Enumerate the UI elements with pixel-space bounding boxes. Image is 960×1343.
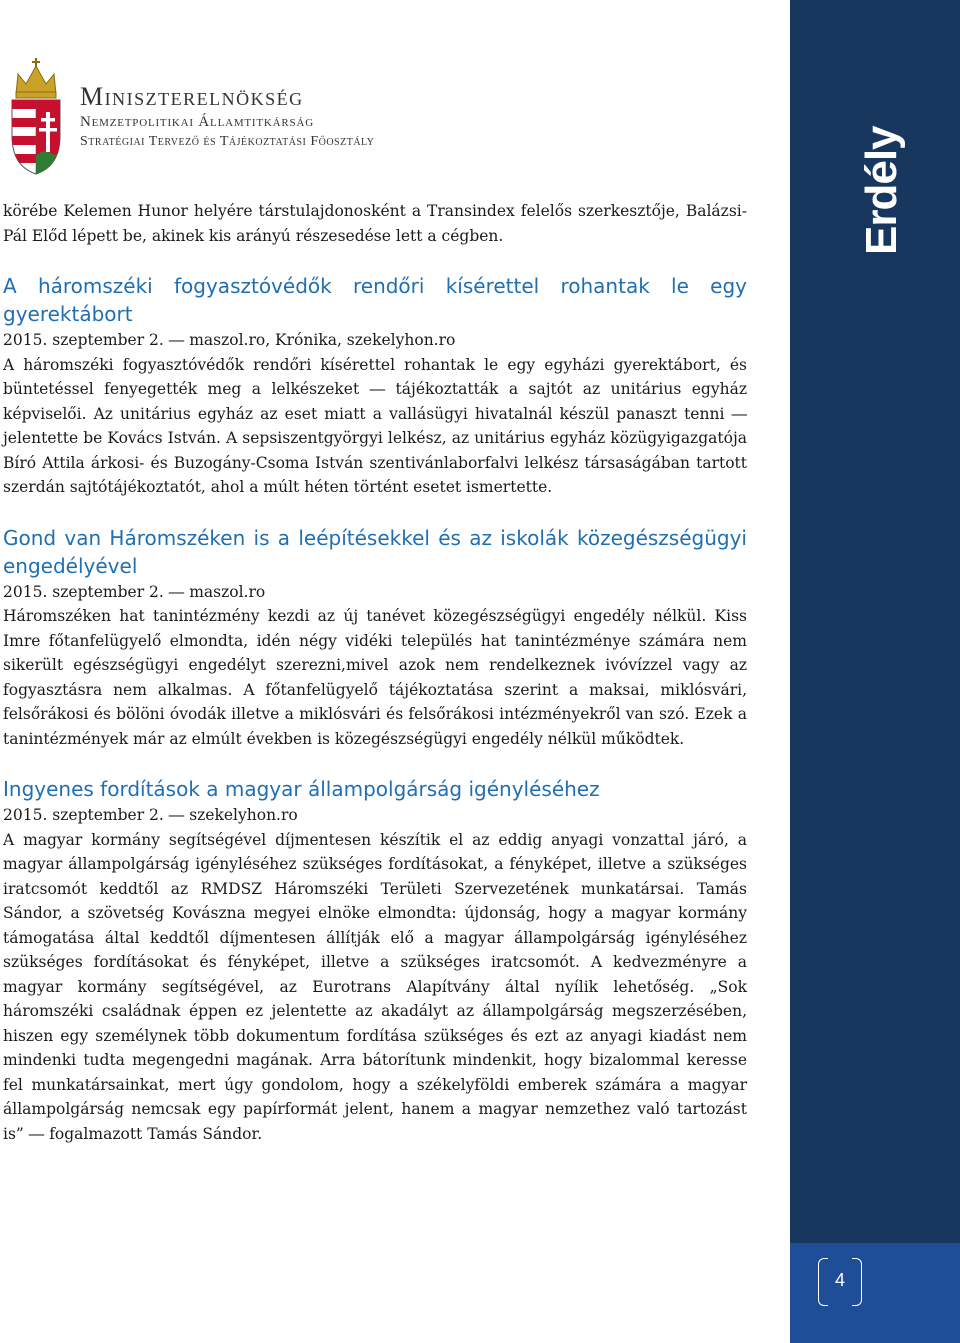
article-meta: 2015. szeptember 2. ― maszol.ro <box>3 582 266 601</box>
org-subtitle-2: Stratégiai Tervező és Tájékoztatási Főosztály <box>80 134 375 149</box>
coat-of-arms-icon <box>6 56 66 176</box>
article-headline: A háromszéki fogyasztóvédők rendőri kísérettel rohantak le egy gyerektábort <box>3 274 747 326</box>
sidebar-page-area <box>790 1243 960 1343</box>
article-body: A háromszéki fogyasztóvédők rendőri kísérettel rohantak le egy egyházi gyerektábort, és büntetéssel fenyegették meg a lelkészeket ― tájékoztatták a sajtót az unitárius egyház képviselői. Az unitárius egyház az eset miatt a vallásügyi hivatalnál készül panaszt tenni ― jelentette be Kovács István. A sepsiszentgyörgyi lelkész, az unitárius egyház közügyigazgatója Bíró Attila árkosi- és Buzogány-Csoma István szentivánlaborfalvi lelkész társaságában tartott szerdán sajtótájékoztatót, ahol a múlt héten történt esetet ismertette. <box>3 355 747 496</box>
article-meta: 2015. szeptember 2. ― szekelyhon.ro <box>3 806 298 824</box>
article-2 <box>3 524 747 752</box>
article-headline: Gond van Háromszéken is a leépítésekkel és az iskolák közegészségügyi engedélyével <box>3 525 747 578</box>
article-body: A magyar kormány segítségével díjmentesen készítik el az eddig anyagi vonzattal járó, a magyar állampolgárság igényléséhez szükséges fordításokat, a fényképet, illetve a szükséges iratcsomót keddtől az RMDSZ Háromszéki Területi Szervezetének munkatársai. Tamás Sándor, a szövetség Kovászna megyei elnöke elmondta: újdonság, hogy a magyar kormány támogatása által keddtől díjmentesen állítják elő a magyar állampolgárság igényléséhez szükséges fordításokat és fényképet, illetve a szükséges iratcsomót. A kedvezményre a magyar kormány segítségével, az Eurotrans Alapítvány által nyílik lehetőség. „Sok háromszéki családnak éppen ez jelentette az akadályt az állampolgárság megszerzésében, hiszen egy személynek több dokumentum fordítása szükséges és ezt az anyagi kiadást nem mindenki tudta megengedni magának. Arra bátorítunk mindenkit, hogy bizalommal keresse fel munkatársainkat, mert úgy gondolom, hogy a székelyföldi emberek számára a magyar állampolgárság nemcsak egy papírformát jelent, hanem a magyar nemzethez való tartozást is” ― fogalmazott Tamás Sándor. <box>3 830 747 1143</box>
document-header <box>0 0 790 190</box>
main-content <box>3 199 747 1146</box>
article-1 <box>3 272 747 500</box>
org-title: Miniszterelnökség <box>80 82 304 111</box>
article-body: Háromszéken hat tanintézmény kezdi az új tanévet közegészségügyi engedély nélkül. Kiss Imre főtanfelügyelő elmondta, idén négy vidéki település hat tanintézménye számára nem sikerült egészségügyi engedélyt szerezni,mivel azok nem rendelkeznek ivóvízzel vagy az fogyasztásra nem alkalmas. A főtanfelügyelő tájékoztatása szerint a maksai, miklósvári, felsőrákosi és bölöni óvodák illetve a miklósvári és felsőrákosi intézményekről van szó. Ezek a tanintézmények már az elmúlt években is közegészségügyi engedély nélkül működtek. <box>3 607 747 748</box>
article-headline: Ingyenes fordítások a magyar állampolgárság igényléséhez <box>3 777 600 801</box>
article-3 <box>3 775 747 1146</box>
intro-paragraph: körébe Kelemen Hunor helyére társtulajdonosként a Transindex felelős szerkesztője, Balázsi-Pál Előd lépett be, akinek kis arányú részesedése lett a cégben. <box>3 202 747 245</box>
organization-name <box>80 84 374 150</box>
page-number: 4 <box>834 1270 845 1290</box>
page-number-box <box>818 1258 862 1306</box>
article-meta: 2015. szeptember 2. ― maszol.ro, Krónika, szekelyhon.ro <box>3 331 456 349</box>
section-label: Erdély <box>857 126 906 255</box>
org-subtitle-1: Nemzetpolitikai Államtitkárság <box>80 114 314 130</box>
